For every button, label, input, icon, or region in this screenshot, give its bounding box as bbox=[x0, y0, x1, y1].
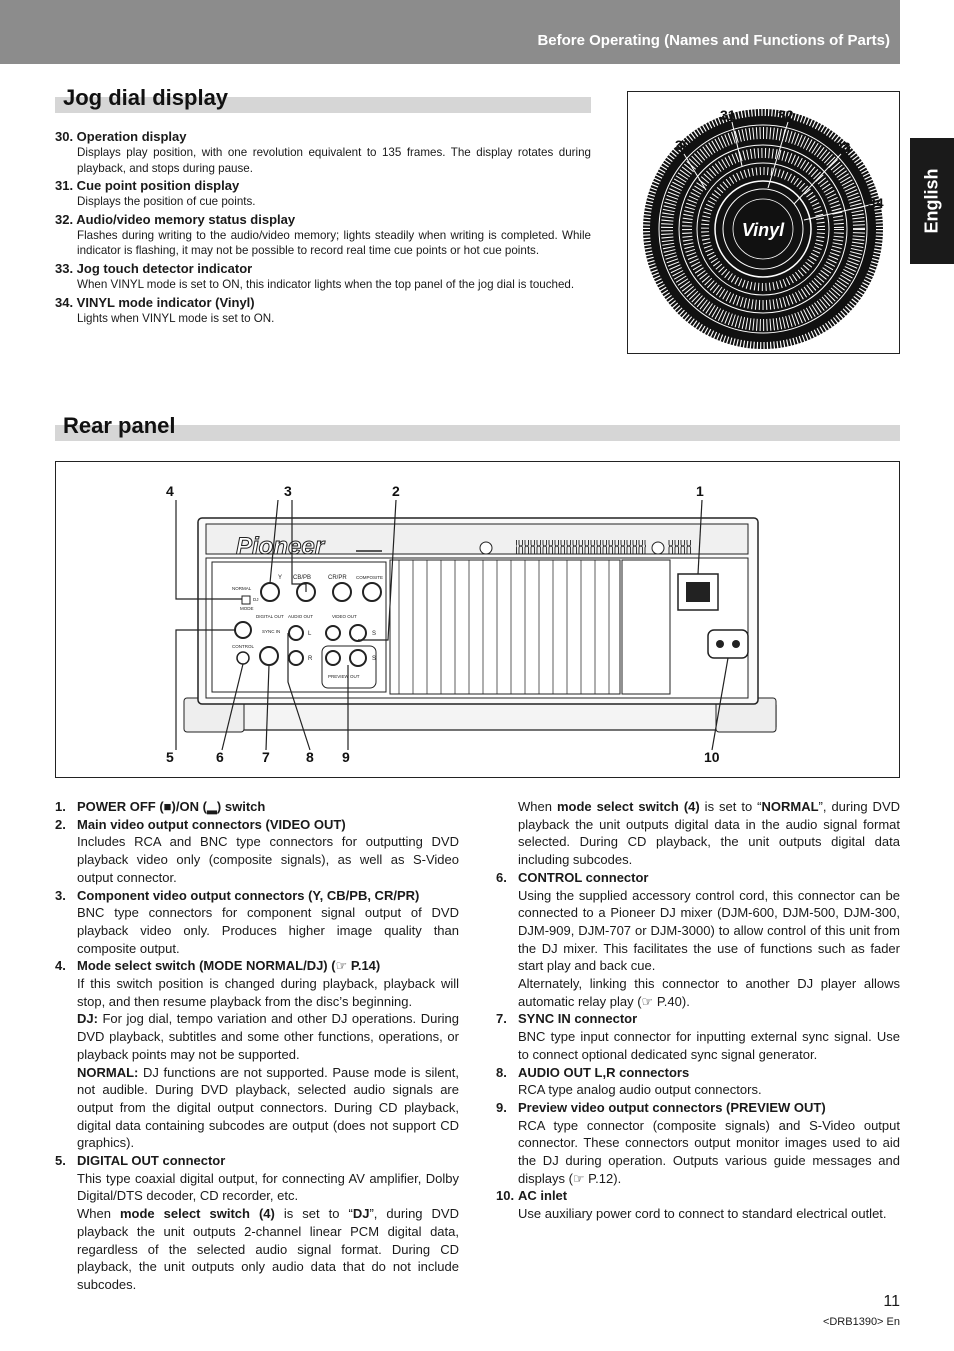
item-2: 2. Main video output connectors (VIDEO OUT) Includes RCA and BNC type connectors for outputting DVD playback video only (composite signals), as well as S-Video output connector. bbox=[55, 816, 459, 885]
jog-dial-figure bbox=[627, 91, 900, 354]
label-l: L bbox=[308, 631, 312, 637]
jog-item-term: 33. Jog touch detector indicator bbox=[55, 260, 253, 276]
callout-7: 7 bbox=[262, 749, 270, 765]
label-normal: NORMAL bbox=[232, 586, 252, 591]
heat-sink bbox=[390, 560, 620, 694]
mode-switch bbox=[242, 596, 250, 604]
audio-out-l-connector bbox=[289, 626, 303, 640]
label-composite: COMPOSITE bbox=[356, 575, 384, 580]
callout-5: 5 bbox=[166, 749, 174, 765]
callout-34: 34 bbox=[868, 195, 884, 211]
jog-item-term: 31. Cue point position display bbox=[55, 178, 240, 194]
jog-item-term: 32. Audio/video memory status display bbox=[55, 211, 296, 227]
callout-3: 3 bbox=[284, 483, 292, 499]
power-off-icon: ■ bbox=[163, 799, 172, 814]
jog-section-title: Jog dial display bbox=[63, 85, 229, 110]
document-code: <DRB1390> En bbox=[822, 1316, 900, 1328]
label-r: R bbox=[308, 656, 313, 662]
label-s-main: S bbox=[372, 631, 377, 637]
digital-out-connector bbox=[235, 622, 251, 638]
unit-base bbox=[186, 702, 776, 730]
rear-section-heading bbox=[55, 413, 900, 441]
callout-1: 1 bbox=[696, 483, 704, 499]
jog-item-desc: When VINYL mode is set to ON, this indicator lights when the top panel of the jog dial is touched. bbox=[77, 277, 575, 291]
jog-item bbox=[55, 128, 591, 176]
jog-section-heading bbox=[55, 85, 591, 113]
callout-10: 10 bbox=[704, 749, 720, 765]
label-control: CONTROL bbox=[232, 644, 255, 649]
jog-item bbox=[55, 211, 591, 259]
jog-dial-illustration bbox=[628, 92, 899, 353]
item-4: 4. Mode select switch (MODE NORMAL/DJ) (☞ P.14) If this switch position is changed during playback, playback will stop, and then resume playback from the disc’s beginning. DJ: For jog dial, tempo variation and other DJ operations. During DVD playback, subtitles and some other functions, operations, or playback points may not be supported. NORMAL: DJ functions are not supported. Pause mode is silent, not audible. During DVD playback, selected audio signals are output from the digital output connectors. During CD playback, digital data containing subcodes are output (does not support CD graphics). bbox=[55, 958, 459, 1151]
label-digital-out: DIGITAL OUT bbox=[256, 614, 284, 619]
screw-icon bbox=[652, 542, 664, 554]
callout-2: 2 bbox=[392, 483, 400, 499]
power-on-icon: ▂ bbox=[206, 799, 217, 814]
callout-4: 4 bbox=[166, 483, 174, 499]
preview-out-s-connector bbox=[350, 650, 366, 666]
pioneer-logo-icon: Pioneer bbox=[236, 533, 325, 560]
item-9: 9. Preview video output connectors (PREVIEW OUT) RCA type connector (composite signals) and S-Video output connector. These connectors output monitor images used to aid the DJ during operation. Outputs various guide messages and displays (☞ P.12). bbox=[496, 1099, 900, 1186]
callout-8: 8 bbox=[306, 749, 314, 765]
page-number: 11 bbox=[883, 1293, 900, 1310]
header-bar bbox=[0, 0, 900, 64]
left-column bbox=[55, 798, 459, 1294]
label-mode: MODE bbox=[240, 606, 254, 611]
item-5-continued: When mode select switch (4) is set to “NORMAL”, during DVD playback the unit outputs digital data in the audio signal format selected. During CD playback, the unit outputs digital data including subcodes. bbox=[518, 799, 901, 868]
language-tab bbox=[910, 138, 954, 264]
label-y: Y bbox=[278, 575, 283, 581]
label-preview-out: PREVIEW OUT bbox=[328, 674, 360, 679]
callout-9: 9 bbox=[342, 749, 350, 765]
callout-30: 30 bbox=[675, 137, 691, 153]
power-switch bbox=[686, 582, 710, 602]
jog-item-desc: Flashes during writing to the audio/video memory; lights steadily when writing is completed. While indicator is flashing, it may not be possible to record real time cue points or hot cue points. bbox=[77, 228, 591, 258]
jog-item bbox=[55, 294, 591, 327]
label-cr-pr: CR/PR bbox=[328, 575, 347, 581]
screw-icon bbox=[480, 542, 492, 554]
jog-item bbox=[55, 260, 591, 293]
rear-section-title: Rear panel bbox=[63, 413, 176, 438]
jog-item-term: 34. VINYL mode indicator (Vinyl) bbox=[55, 294, 255, 310]
ac-inlet bbox=[708, 630, 748, 658]
video-out-rca-connector bbox=[326, 626, 340, 640]
jog-item-term: 30. Operation display bbox=[55, 129, 187, 144]
callout-32: 32 bbox=[778, 107, 794, 123]
callout-6: 6 bbox=[216, 749, 224, 765]
bnc-composite-connector bbox=[363, 583, 381, 601]
video-out-s-connector bbox=[350, 625, 366, 641]
bnc-cr-connector bbox=[333, 583, 351, 601]
item-8: 8. AUDIO OUT L,R connectors RCA type analog audio output connectors. bbox=[496, 1064, 762, 1098]
header-title: Before Operating (Names and Functions of Parts) bbox=[537, 32, 890, 49]
language-tab-label: English bbox=[921, 168, 942, 234]
preview-out-rca-connector bbox=[326, 651, 340, 665]
callout-31: 31 bbox=[720, 107, 736, 123]
label-audio-out: AUDIO OUT bbox=[288, 614, 314, 619]
item-7: 7. SYNC IN connector BNC type input connector for inputting external sync signal. Use to connect optional dedicated sync signal generator. bbox=[496, 1011, 900, 1062]
jog-item-desc: Displays play position, with one revolution equivalent to 135 frames. The display rotates during playback, and stops during pause. bbox=[77, 146, 591, 175]
label-sync-in: SYNC IN bbox=[262, 629, 281, 634]
audio-out-r-connector bbox=[289, 651, 303, 665]
vinyl-logo-icon: Vinyl bbox=[741, 220, 785, 240]
jog-item bbox=[55, 177, 591, 210]
rear-panel-illustration bbox=[56, 462, 899, 777]
label-s-preview: S bbox=[372, 656, 377, 662]
item-1: 1. POWER OFF (■)/ON (▂) switch bbox=[55, 799, 266, 814]
jog-item-desc: Displays the position of cue points. bbox=[77, 195, 256, 209]
item-10: 10. AC inlet Use auxiliary power cord to connect to standard electrical outlet. bbox=[496, 1188, 887, 1222]
item-5: 5. DIGITAL OUT connector This type coaxial digital output, for connecting AV amplifier, Dolby Digital/DTS decoder, CD recorder, etc. When mode select switch (4) is set to “DJ”, during DVD playback the unit outputs 2-channel linear PCM digital data, regardless of the selected audio signal format. During CD playback, the unit outputs only audio data that do not include subcodes. bbox=[55, 1153, 459, 1292]
rear-panel-figure bbox=[55, 461, 900, 778]
callout-33: 33 bbox=[835, 139, 851, 155]
label-dj: DJ bbox=[253, 597, 259, 602]
item-3: 3. Component video output connectors (Y, CB/PB, CR/PR) BNC type connectors for component signal output of DVD playback video only. Produces higher image quality than composite output. bbox=[55, 887, 459, 956]
jog-item-list bbox=[55, 128, 591, 327]
label-cb-pb: CB/PB bbox=[293, 575, 312, 581]
label-video-out: VIDEO OUT bbox=[332, 614, 357, 619]
bnc-y-connector bbox=[261, 583, 279, 601]
right-column bbox=[496, 798, 900, 1223]
jog-item-desc: Lights when VINYL mode is set to ON. bbox=[77, 311, 275, 325]
sync-in-connector bbox=[260, 647, 278, 665]
item-6: 6. CONTROL connector Using the supplied accessory control cord, this connector can be connected to a Pioneer DJ mixer (DJM-600, DJM-500, DJM-300, DJM-909, DJM-707 or DJM-3000) to allow control of this unit from the DJ mixer. This facilitates the use of functions such as fader start play and back cue. Alternately, linking this connector to another DJ player allows automatic relay play (☞ P.40). bbox=[496, 869, 900, 1009]
control-connector bbox=[237, 652, 249, 664]
